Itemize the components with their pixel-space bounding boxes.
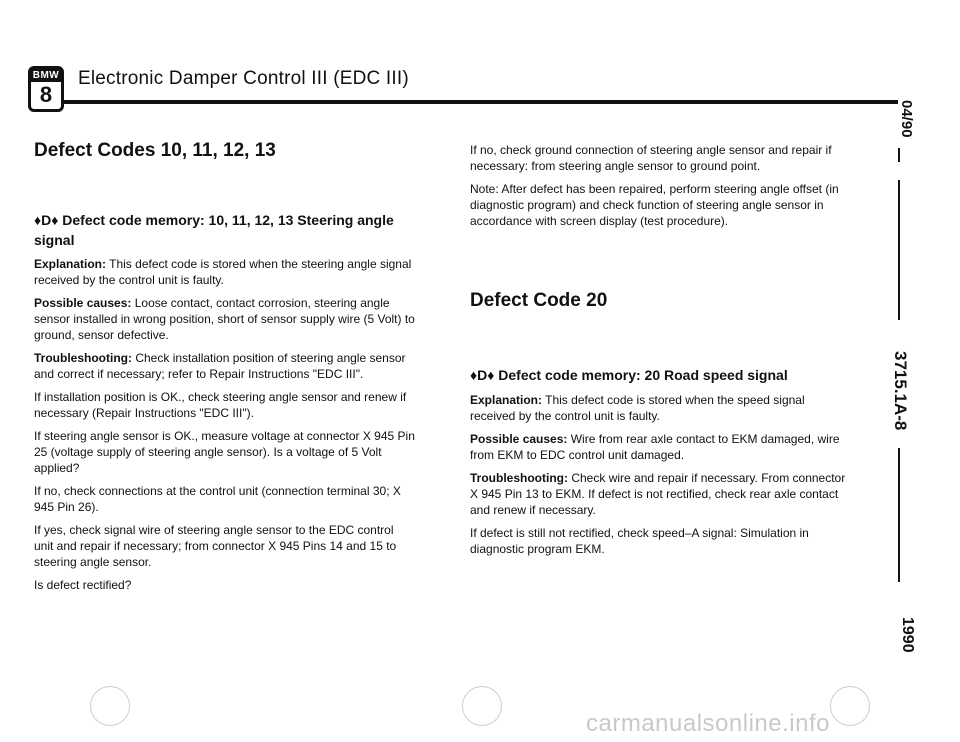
watermark: carmanualsonline.info	[586, 710, 830, 737]
right-paragraph-3: If defect is still not rectified, check speed–A signal: Simulation in diagnostic program EKM.	[470, 526, 809, 556]
left-paragraph-4: If yes, check signal wire of steering angle sensor to the EDC control unit and repair if necessary; from connector X 945 Pins 14 and 15 to steering angle sensor.	[34, 523, 397, 569]
logo-brand-text: BMW	[32, 70, 60, 81]
logo-number: 8	[39, 82, 53, 107]
right-troubleshooting	[470, 470, 852, 518]
right-causes	[470, 431, 852, 463]
right-paragraph-1: If no, check ground connection of steering angle sensor and repair if necessary: from steering angle sensor to ground point.	[470, 143, 832, 173]
page-title: Electronic Damper Control III (EDC III)	[78, 68, 409, 89]
bmw-logo	[28, 66, 64, 112]
side-section-code: 3715.1A-8	[891, 351, 910, 431]
left-causes	[34, 295, 416, 343]
header-divider	[62, 100, 898, 104]
right-explanation-text: This defect code is stored when the speed signal received by the control unit is faulty.	[470, 393, 805, 423]
right-causes-label: Possible causes:	[470, 432, 568, 446]
side-rule-3	[898, 448, 900, 582]
left-memory-title: ♦D♦ Defect code memory: 10, 11, 12, 13 Steering angle signal	[34, 212, 394, 248]
right-trouble-label: Troubleshooting:	[470, 471, 568, 485]
right-trouble-text: Check wire and repair if necessary. From connector X 945 Pin 13 to EKM. If defect is not rectified, check rear axle contact and renew if necessary.	[470, 471, 846, 517]
left-paragraph-5: Is defect rectified?	[34, 578, 132, 592]
right-top-body	[470, 142, 850, 236]
left-explanation-label: Explanation:	[34, 257, 107, 271]
right-memory-title: ♦D♦ Defect code memory: 20 Road speed signal	[470, 367, 788, 383]
right-explanation-label: Explanation:	[470, 393, 543, 407]
side-year: 1990	[899, 617, 916, 653]
left-causes-text: Loose contact, contact corrosion, steering angle sensor installed in wrong position, short of sensor supply wire (5 Volt) to ground, sensor defective.	[34, 296, 415, 342]
left-body	[34, 256, 416, 600]
side-rule-2	[898, 180, 900, 320]
binder-hole-center	[462, 686, 502, 726]
right-explanation	[470, 392, 852, 424]
left-section-heading: Defect Codes 10, 11, 12, 13	[34, 140, 276, 161]
left-trouble-text: Check installation position of steering angle sensor and correct if necessary; refer to Repair Instructions "EDC III".	[34, 351, 406, 381]
side-rule-1	[898, 148, 900, 162]
left-explanation-text: This defect code is stored when the steering angle signal received by the control unit is faulty.	[34, 257, 412, 287]
left-causes-label: Possible causes:	[34, 296, 132, 310]
left-paragraph-2: If steering angle sensor is OK., measure voltage at connector X 945 Pin 25 (voltage supply of steering angle sensor). Is a voltage of 5 Volt applied?	[34, 429, 415, 475]
right-body	[470, 392, 852, 564]
left-paragraph-3: If no, check connections at the control unit (connection terminal 30; X 945 Pin 26).	[34, 484, 401, 514]
right-causes-text: Wire from rear axle contact to EKM damaged, wire from EKM to EDC control unit damaged.	[470, 432, 840, 462]
left-paragraph-1: If installation position is OK., check steering angle sensor and renew if necessary (Repair Instructions "EDC III").	[34, 390, 407, 420]
left-troubleshooting	[34, 350, 416, 382]
binder-hole-left	[90, 686, 130, 726]
side-date: 04/90	[898, 100, 915, 138]
left-trouble-label: Troubleshooting:	[34, 351, 132, 365]
right-section-heading: Defect Code 20	[470, 290, 608, 311]
binder-hole-right	[830, 686, 870, 726]
left-explanation	[34, 256, 416, 288]
right-paragraph-2: Note: After defect has been repaired, perform steering angle offset (in diagnostic program) and check function of steering angle sensor in accordance with screen display (test procedure).	[470, 182, 839, 228]
